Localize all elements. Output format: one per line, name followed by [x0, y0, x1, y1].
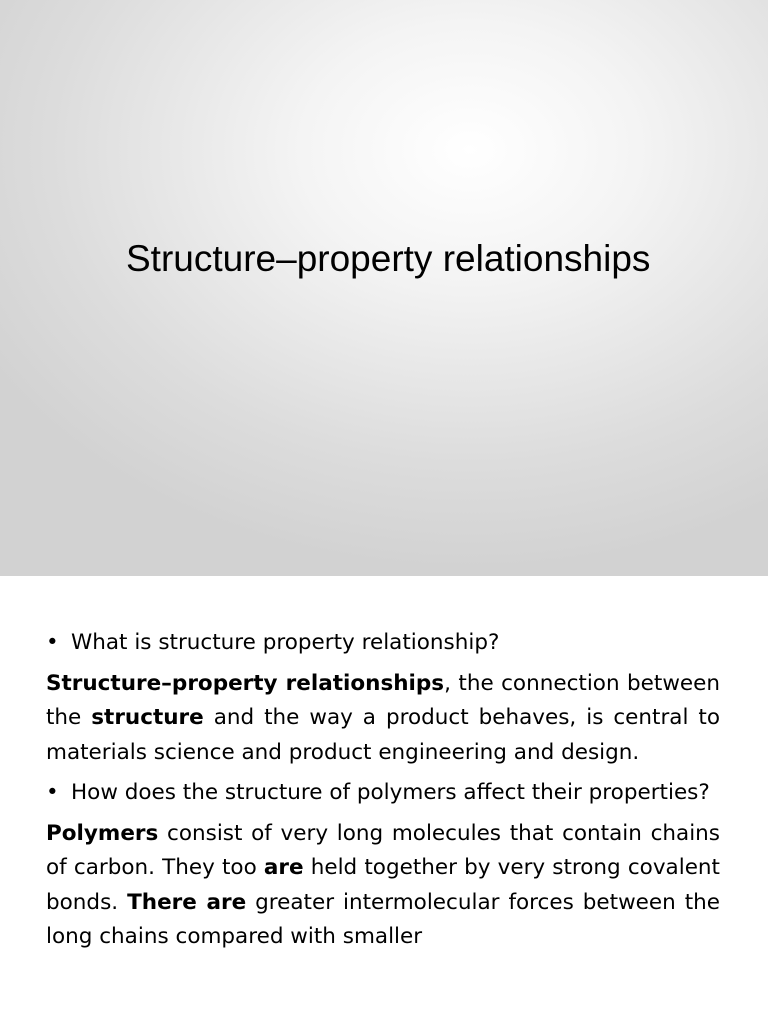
- bold-term: are: [263, 855, 304, 880]
- paragraph: [46, 667, 720, 771]
- slide-title: Structure–property relationships: [126, 238, 651, 279]
- paragraph: [46, 817, 720, 955]
- bold-term: Structure–property relationships: [46, 670, 445, 696]
- content-slide: [0, 576, 768, 1024]
- bullet-item: [46, 626, 720, 661]
- bullet-marker: •: [46, 630, 59, 655]
- slide-body: [46, 626, 720, 961]
- bullet-text: What is structure property relationship?: [71, 630, 500, 655]
- bold-term: There are: [127, 889, 247, 915]
- paragraph-text: , the connection between the: [46, 670, 720, 730]
- paragraph-text: held together by very strong covalent bonds.: [46, 855, 720, 915]
- bullet-text: How does the structure of polymers affect their properties?: [71, 780, 710, 805]
- paragraph-text: consist of very long molecules that contain chains of carbon. They too: [46, 820, 720, 880]
- bullet-item: [46, 776, 720, 811]
- bold-term: structure: [91, 705, 204, 730]
- paragraph-text: greater intermolecular forces between the long chains compared with smaller: [46, 889, 720, 949]
- bullet-marker: •: [46, 780, 59, 805]
- paragraph-text: and the way a product behaves, is central to materials science and product engineering and design.: [46, 705, 720, 765]
- bold-term: Polymers: [46, 820, 159, 846]
